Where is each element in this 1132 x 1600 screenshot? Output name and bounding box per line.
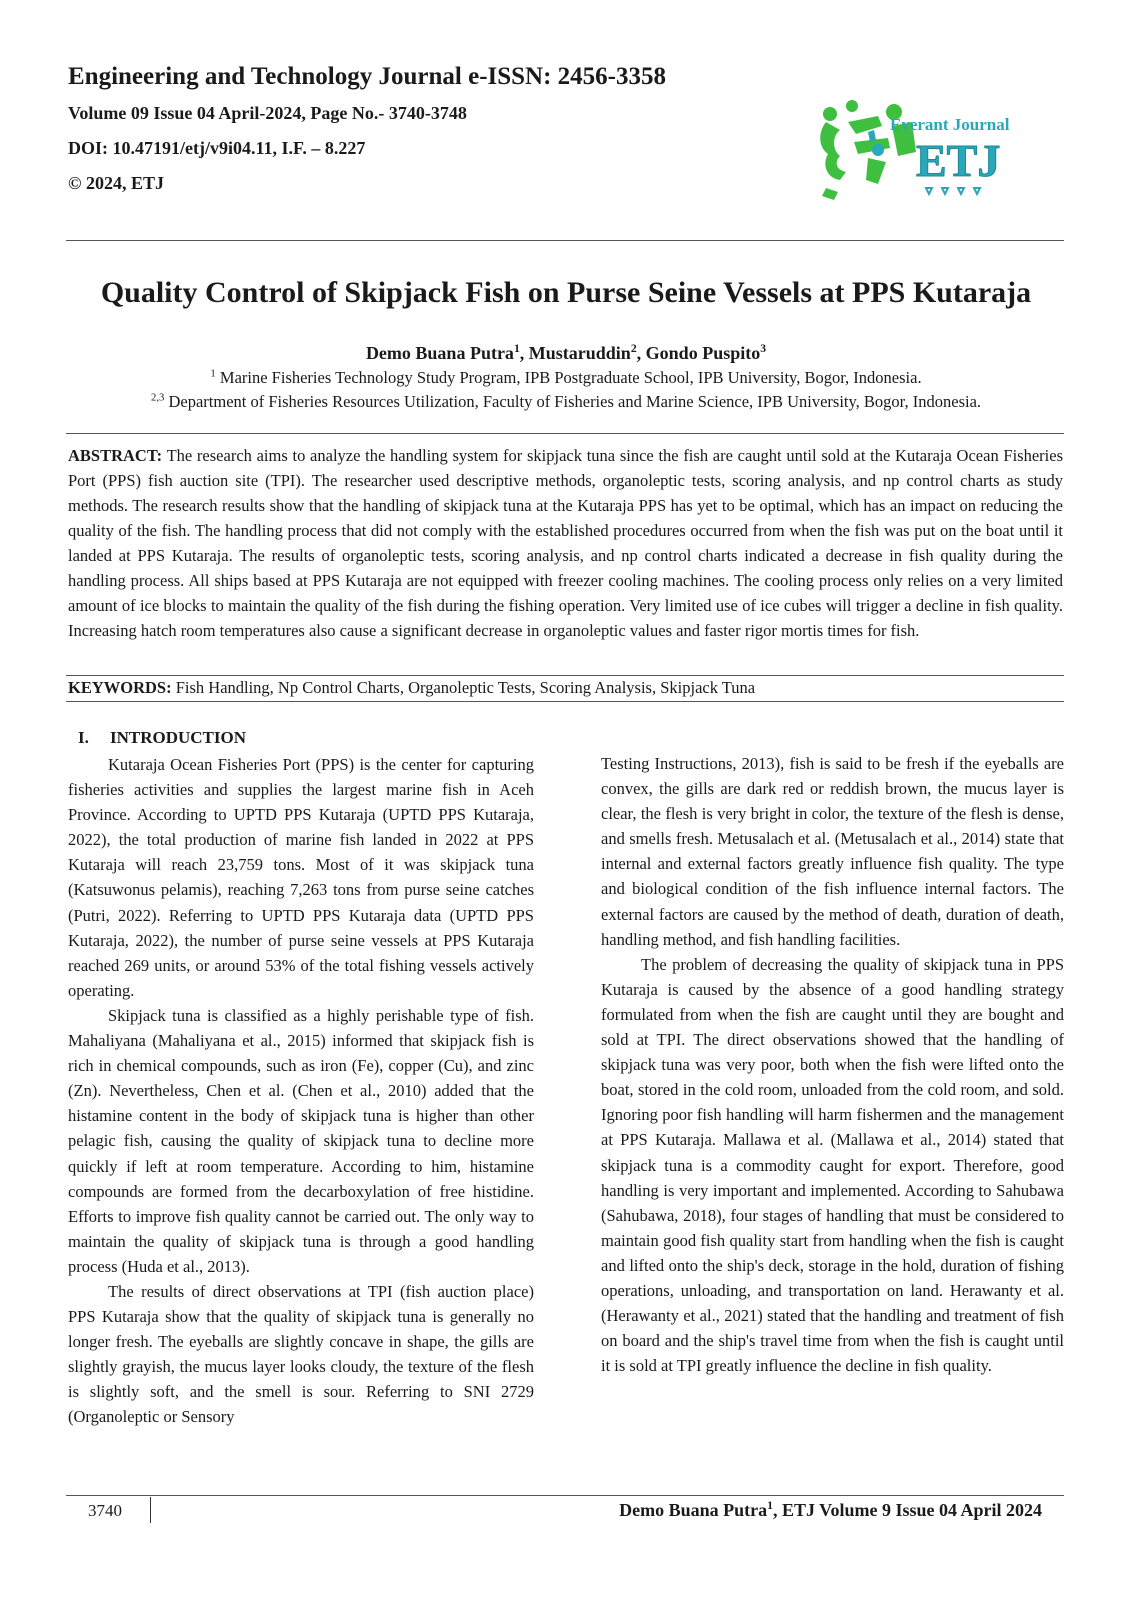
author-sup: 3 <box>760 342 767 355</box>
section-number: I. <box>78 728 89 747</box>
affiliation-2 <box>0 392 1132 412</box>
journal-title: Engineering and Technology Journal e-ISSN: 2456-3358 <box>68 63 667 90</box>
running-footer <box>619 1499 1042 1521</box>
left-column <box>68 726 534 1430</box>
volume-line: Volume 09 Issue 04 April-2024, Page No.- 3740-3748 <box>68 103 467 123</box>
affiliation-text: Department of Fisheries Resources Utilization, Faculty of Fisheries and Marine Science, IPB University, Bogor, Indonesia. <box>168 392 982 411</box>
keywords-label: KEYWORDS: <box>68 678 172 697</box>
paragraph: Skipjack tuna is classified as a highly perishable type of fish. Mahaliyana (Mahaliyana et al., 2015) informed that skipjack fish is rich in chemical compounds, such as iron (Fe), copper (Cu), and zinc (Zn). Nevertheless, Chen et al. (Chen et al., 2010) added that the histamine content in the body of skipjack tuna is higher than other pelagic fish, causing the quality of skipjack tuna to decline more quickly if left at room temperature. According to him, histamine compounds are formed from the decarboxylation of free histidine. Efforts to improve fish quality cannot be carried out. The only way to maintain the quality of skipjack tuna is through a good handling process (Huda et al., 2013). <box>68 1005 534 1276</box>
paragraph: Kutaraja Ocean Fisheries Port (PPS) is the center for capturing fisheries activities and supplies the largest marine fish in Aceh Province. According to UPTD PPS Kutaraja (UPTD PPS Kutaraja, 2022), the total production of marine fish landed in 2022 at PPS Kutaraja will reach 23,759 tons. Most of it was skipjack tuna (Katsuwonus pelamis), reaching 7,263 tons from purse seine catches (Putri, 2022). Referring to UPTD PPS Kutaraja data (UPTD PPS Kutaraja, 2022), the number of purse seine vessels at PPS Kutaraja reached 269 units, or around 53% of the total fishing vessels actively operating. <box>68 755 534 1000</box>
copyright-line: © 2024, ETJ <box>68 173 164 193</box>
author-sup: 2 <box>630 342 637 355</box>
author-sup: 1 <box>513 342 520 355</box>
paragraph: The results of direct observations at TPI (fish auction place) PPS Kutaraja show that the quality of skipjack tuna is generally no longer fresh. The eyeballs are slightly concave in shape, the gills are slightly grayish, the mucus layer looks cloudy, the texture of the flesh is slightly soft, and the smell is sour. Referring to SNI 2729 (Organoleptic or Sensory <box>68 1281 534 1427</box>
abstract-text: The research aims to analyze the handling system for skipjack tuna since the fish are caught until sold at the Kutaraja Ocean Fisheries Port (PPS) fish auction site (TPI). The researcher used descriptive methods, organoleptic tests, scoring analysis, and np control charts as study methods. The research results show that the handling of skipjack tuna at the Kutaraja PPS has yet to be optimal, which has an impact on reducing the quality of the fish. The handling process that did not comply with the established procedures occurred from when the fish was put on the boat until it landed at PPS Kutaraja. The results of organoleptic tests, scoring analysis, and np control charts indicated a decrease in fish quality during the handling process. All ships based at PPS Kutaraja are not equipped with freezer cooling machines. The cooling process only relies on a very limited amount of ice blocks to maintain the quality of the fish during the fishing operation. Very limited use of ice cubes will trigger a decline in fish quality. Increasing hatch room temperatures also cause a significant decrease in organoleptic values and faster rigor mortis times for fish. <box>68 446 1063 640</box>
section-title: INTRODUCTION <box>110 728 247 747</box>
page-number: 3740 <box>88 1501 122 1520</box>
author-name: Gondo Puspito <box>645 343 761 363</box>
abstract-label: ABSTRACT: <box>68 446 163 465</box>
header-rule <box>66 240 1064 241</box>
logo-etj-letters: ETJ <box>916 135 1001 186</box>
running-rest: , ETJ Volume 9 Issue 04 April 2024 <box>772 1500 1042 1520</box>
author-name: Demo Buana Putra <box>365 343 514 363</box>
running-author: Demo Buana Putra <box>619 1500 768 1520</box>
affiliation-1 <box>0 368 1132 388</box>
etj-logo <box>808 92 1023 202</box>
abstract <box>68 443 1063 643</box>
doi-line: DOI: 10.47191/etj/v9i04.11, I.F. – 8.227 <box>68 138 366 158</box>
footer-rule <box>66 1495 1064 1496</box>
keywords-text: Fish Handling, Np Control Charts, Organoleptic Tests, Scoring Analysis, Skipjack Tuna <box>175 678 756 697</box>
authors-line <box>0 342 1132 364</box>
author-separator: , <box>519 343 529 363</box>
paragraph: The problem of decreasing the quality of skipjack tuna in PPS Kutaraja is caused by the absence of a good handling strategy formulated from when the fish are caught until they are bought and sold at TPI. The direct observations showed that the handling of skipjack tuna was very poor, both when the fish were lifted onto the boat, stored in the cold room, unloaded from the cold room, and sold. Ignoring poor fish handling will harm fishermen and the management at PPS Kutaraja. Mallawa et al. (Mallawa et al., 2014) stated that skipjack tuna is a commodity caught for export. Therefore, good handling is very important and implemented. According to Sahubawa (Sahubawa, 2018), four stages of handling that must be considered to maintain good fish quality start from handling when the fish is caught and lifted onto the ship's deck, storage in the hold, duration of fishing operations, unloading, and transportation on land. Herawanty et al. (Herawanty et al., 2021) stated that the handling and treatment of fish on board and the ship's travel time from when the fish is caught until it is sold at TPI greatly influence the decline in fish quality. <box>601 954 1064 1376</box>
footer-divider <box>150 1497 151 1523</box>
keywords-rule <box>66 701 1064 702</box>
section-heading <box>78 726 534 750</box>
abstract-top-rule <box>66 433 1064 434</box>
affiliation-sup: 2,3 <box>150 391 165 404</box>
affiliation-text: Marine Fisheries Technology Study Program, IPB Postgraduate School, IPB University, Bogor, Indonesia. <box>219 368 922 387</box>
right-column <box>601 751 1064 1378</box>
paragraph: Testing Instructions, 2013), fish is said to be fresh if the eyeballs are convex, the gills are dark red or reddish brown, the mucus layer is clear, the flesh is very bright in color, the texture of the flesh is dense, and smells fresh. Metusalach et al. (Metusalach et al., 2014) state that internal and external factors greatly influence fish quality. The type and biological condition of the fish influence internal factors. The external factors are caused by the method of death, duration of death, handling method, and fish handling facilities. <box>601 754 1064 949</box>
journal-header <box>68 62 768 207</box>
running-sup: 1 <box>767 1499 773 1512</box>
abstract-bottom-rule <box>66 675 1064 676</box>
author-separator: , <box>636 343 646 363</box>
affiliation-sup: 1 <box>210 367 216 380</box>
author-name: Mustaruddin <box>528 343 631 363</box>
keywords <box>68 677 1063 699</box>
logo-journal-text: Everant Journal <box>890 115 1010 134</box>
paper-title: Quality Control of Skipjack Fish on Purse Seine Vessels at PPS Kutaraja <box>100 276 1032 309</box>
